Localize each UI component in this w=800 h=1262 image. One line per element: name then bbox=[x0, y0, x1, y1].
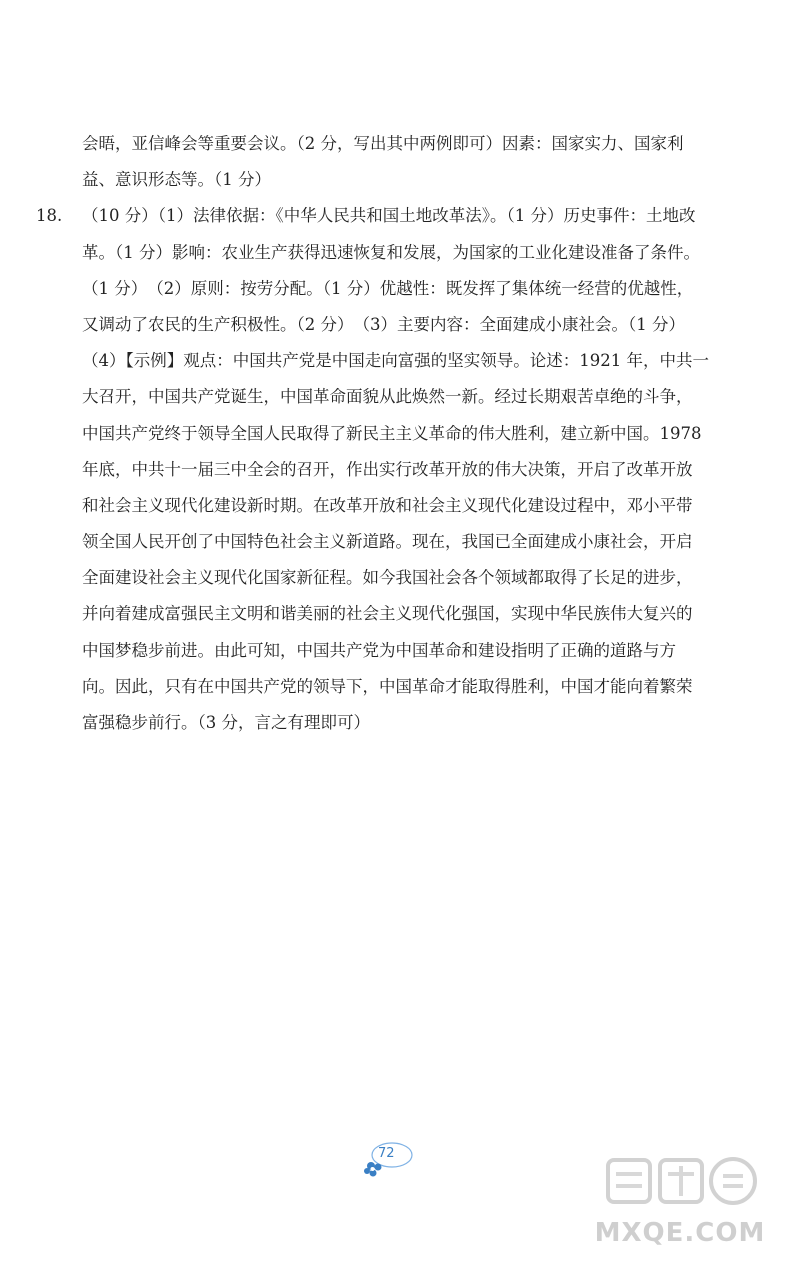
text-line: 会晤，亚信峰会等重要会议。（2 分，写出其中两例即可）因素：国家实力、国家利 bbox=[82, 134, 684, 153]
watermark-url: MXQE.COM bbox=[594, 1218, 766, 1248]
page-number-text: 72 bbox=[378, 1146, 395, 1161]
answer-text-block bbox=[36, 126, 722, 741]
text-line: 大召开，中国共产党诞生，中国革命面貌从此焕然一新。经过长期艰苦卓绝的斗争， bbox=[82, 387, 693, 407]
text-line: 年底，中共十一届三中全会的召开，作出实行改革开放的伟大决策，开启了改革开放 bbox=[82, 459, 693, 479]
text-line: 领全国人民开创了中国特色社会主义新道路。现在，我国已全面建成小康社会，开启 bbox=[82, 532, 693, 552]
text-line: （10 分）（1）法律依据：《中华人民共和国土地改革法》。（1 分）历史事件：土地改 bbox=[82, 206, 696, 226]
question-18 bbox=[36, 198, 722, 741]
text-line: 益、意识形态等。（1 分） bbox=[82, 170, 271, 190]
text-line: 富强稳步前行。（3 分，言之有理即可） bbox=[82, 713, 370, 732]
text-line: 并向着建成富强民主文明和谐美丽的社会主义现代化强国，实现中华民族伟大复兴的 bbox=[82, 604, 693, 624]
text-line: 向。因此，只有在中国共产党的领导下，中国革命才能取得胜利，中国才能向着繁荣 bbox=[82, 676, 693, 696]
text-line: 和社会主义现代化建设新时期。在改革开放和社会主义现代化建设过程中，邓小平带 bbox=[82, 495, 693, 515]
text-line: 又调动了农民的生产积极性。（2 分） （3）主要内容：全面建成小康社会。（1 分） bbox=[82, 314, 685, 334]
text-line: 全面建设社会主义现代化国家新征程。如今我国社会各个领域都取得了长足的进步， bbox=[82, 568, 693, 588]
question-number: 18. bbox=[36, 206, 63, 226]
text-line: 中国梦稳步前进。由此可知，中国共产党为中国革命和建设指明了正确的道路与方 bbox=[82, 640, 676, 660]
page-number bbox=[358, 1140, 418, 1180]
text-line: （4）【示例】观点：中国共产党是中国走向富强的坚实领导。论述：1921 年，中共一 bbox=[82, 351, 709, 371]
watermark-logo bbox=[580, 1152, 780, 1222]
text-line: （1 分） （2）原则：按劳分配。（1 分）优越性：既发挥了集体统一经营的优越性， bbox=[82, 278, 694, 298]
text-line: 革。（1 分）影响：农业生产获得迅速恢复和发展，为国家的工业化建设准备了条件。 bbox=[82, 242, 700, 262]
watermark bbox=[580, 1152, 780, 1252]
text-line: 中国共产党终于领导全国人民取得了新民主主义革命的伟大胜利，建立新中国。1978 bbox=[82, 423, 702, 443]
